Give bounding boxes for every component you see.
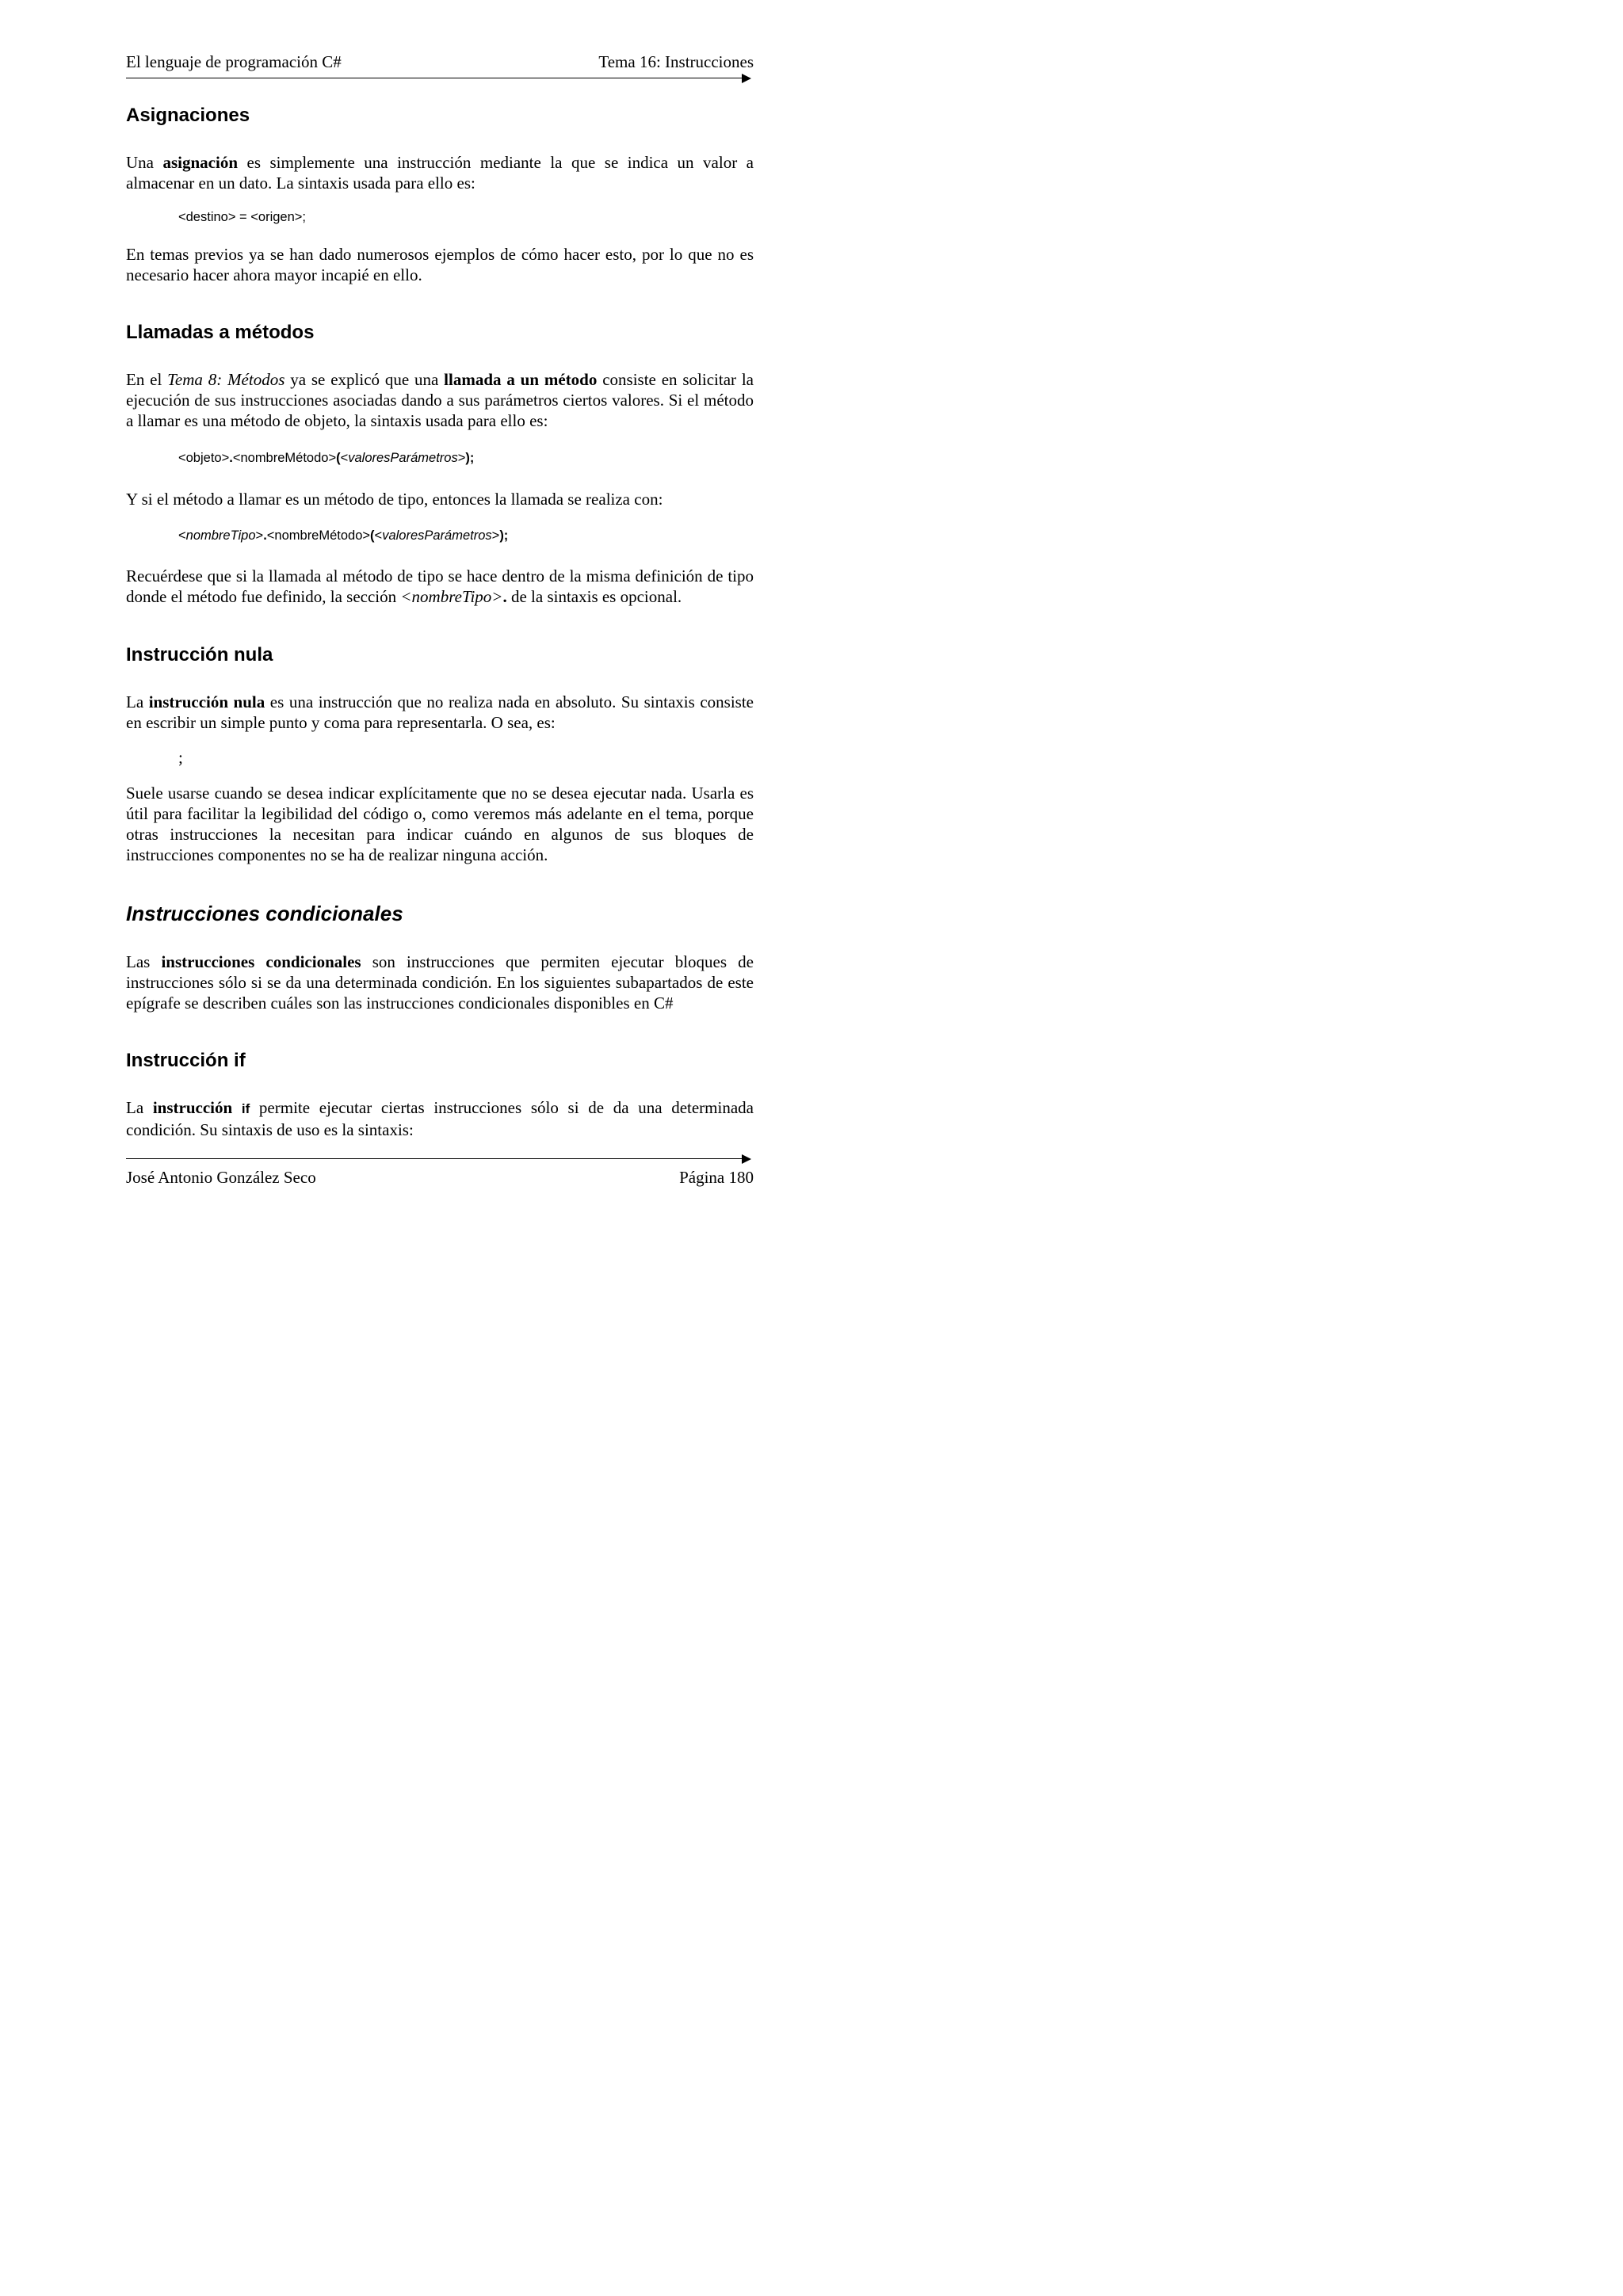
- code-asignacion-syntax: <destino> = <origen>;: [178, 210, 307, 224]
- heading-asignaciones: Asignaciones: [126, 105, 250, 126]
- code-llamada-tipo: <nombreTipo>.<nombreMétodo>(<valoresParámetros>);: [178, 528, 509, 543]
- paragraph-if-intro: La instrucción if permite ejecutar ciertas instrucciones sólo si de da una determinada condición. Su sintaxis de uso es la sintaxis:: [126, 1098, 754, 1139]
- header-arrow-icon: [742, 74, 751, 83]
- heading-instruccion-nula: Instrucción nula: [126, 644, 273, 666]
- term-instruccion-if: instrucción if: [152, 1098, 250, 1117]
- term-asignacion: asignación: [162, 153, 239, 172]
- header-book-title: El lenguaje de programación C#: [126, 52, 342, 71]
- paragraph-llamadas-intro: En el Tema 8: Métodos ya se explicó que una llamada a un método consiste en solicitar la ejecución de sus instrucciones asociadas dando a sus parámetros ciertos valores. Si el método a llamar es una método de objeto, la sintaxis usada para ello es:: [126, 370, 754, 430]
- footer-arrow-icon: [742, 1154, 751, 1164]
- paragraph-nula-intro: La instrucción nula es una instrucción que no realiza nada en absoluto. Su sintaxis consiste en escribir un simple punto y coma para representarla. O sea, es:: [126, 692, 754, 732]
- heading-llamadas-metodos: Llamadas a métodos: [126, 322, 315, 343]
- paragraph-condicionales-intro: Las instrucciones condicionales son instrucciones que permiten ejecutar bloques de instrucciones sólo si se da una determinada condición. En los siguientes subapartados de este epígrafe se describen cuáles son las instrucciones condicionales disponibles en C#: [126, 952, 754, 1013]
- paragraph-nula-uso: Suele usarse cuando se desea indicar explícitamente que no se desea ejecutar nada. Usarla es útil para facilitar la legibilidad del código o, como veremos más adelante en el tema, porque otras instrucciones la necesitan para indicar cuándo en algunos de sus bloques de instrucciones componentes no se ha de realizar ninguna acción.: [126, 784, 754, 864]
- page-footer: [126, 1168, 754, 1192]
- reference-tema8: Tema 8: Métodos: [167, 370, 285, 389]
- paragraph-asignaciones-note: En temas previos ya se han dado numerosos ejemplos de cómo hacer esto, por lo que no es necesario hacer ahora mayor incapié en ello.: [126, 245, 754, 284]
- page-header: [126, 52, 754, 76]
- term-instrucciones-condicionales: instrucciones condicionales: [161, 952, 361, 971]
- term-instruccion-nula: instrucción nula: [148, 692, 265, 711]
- footer-author: José Antonio González Seco: [126, 1168, 316, 1187]
- paragraph-asignaciones-intro: Una asignación es simplemente una instrucción mediante la que se indica un valor a almacenar en un dato. La sintaxis usada para ello es:: [126, 153, 754, 193]
- footer-rule: [126, 1158, 744, 1159]
- heading-instrucciones-condicionales: Instrucciones condicionales: [126, 902, 403, 925]
- heading-instruccion-if: Instrucción if: [126, 1050, 246, 1071]
- paragraph-llamadas-tipo: Y si el método a llamar es un método de tipo, entonces la llamada se realiza con:: [126, 490, 663, 509]
- code-llamada-objeto: <objeto>.<nombreMétodo>(<valoresParámetros>);: [178, 451, 475, 465]
- paragraph-llamadas-nota: Recuérdese que si la llamada al método de tipo se hace dentro de la misma definición de tipo donde el método fue definido, la sección <nombreTipo>. de la sintaxis es opcional.: [126, 566, 754, 606]
- footer-page-number: Página 180: [679, 1168, 754, 1187]
- term-llamada-metodo: llamada a un método: [444, 370, 598, 389]
- header-chapter-title: Tema 16: Instrucciones: [598, 52, 754, 71]
- code-instruccion-nula: ;: [178, 748, 183, 767]
